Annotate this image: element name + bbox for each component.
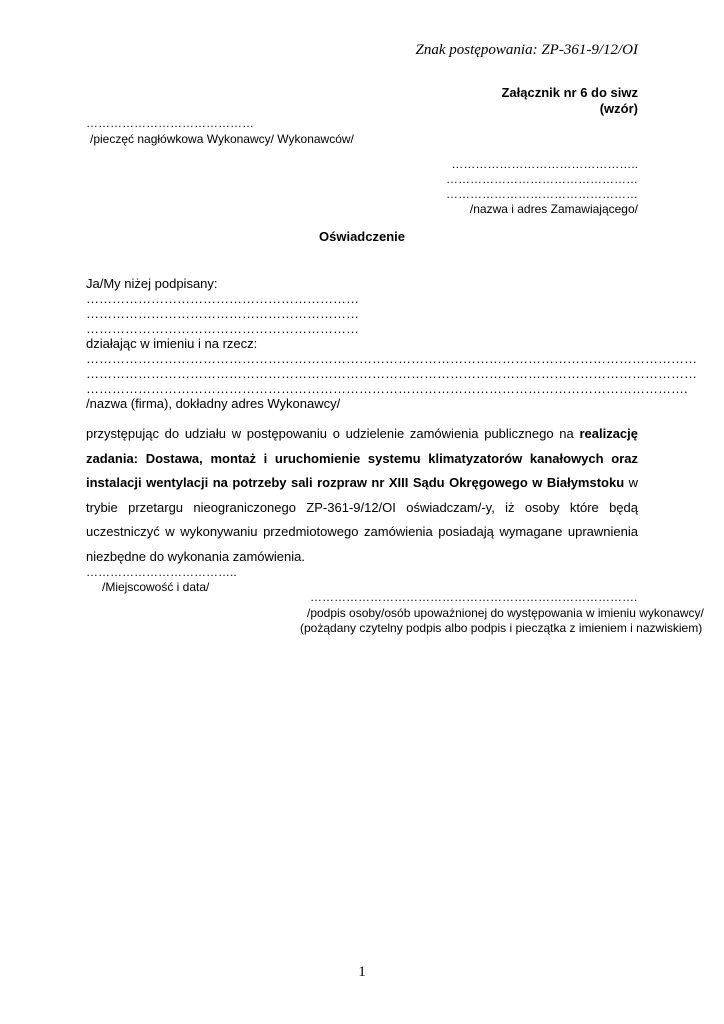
declaration-text-body: w trybie przetargu nieograniczonego ZP-361-9/12/OI oświadczam/-y, iż osoby które będą uczestniczyć w wykonywaniu przedmiotowego zamówienia posiadają wymagane uprawnienia niezbędne do wykonania zamówienia. (86, 475, 639, 564)
acting-line-1: …………………………………………………………………………………………………………………………… (86, 351, 697, 366)
signatory-line-3: ……………………………………………………… (86, 321, 359, 336)
recipient-line-2: ………………………………………… (446, 172, 638, 186)
stamp-dots: …………………………………… (86, 116, 254, 130)
acting-line-3: …………………………………………………………………………………………………………………………. (86, 381, 688, 396)
contractor-name-note: /nazwa (firma), dokładny adres Wykonawcy/ (86, 396, 341, 411)
signatory-line-2: ……………………………………………………… (86, 306, 359, 321)
signatories-label: Ja/My niżej podpisany: (86, 276, 218, 291)
recipient-line-1: ……………………………………….. (451, 157, 638, 171)
recipient-label: /nazwa i adres Zamawiającego/ (469, 202, 638, 216)
acting-label: działając w imieniu i na rzecz: (86, 336, 258, 351)
declaration-paragraph (86, 422, 638, 569)
case-number: Znak postępowania: ZP-361-9/12/OI (415, 42, 638, 58)
document-title: Oświadczenie (319, 229, 405, 244)
acting-line-2: …………………………………………………………………………………………………………………………… (86, 366, 697, 381)
stamp-label: /pieczęć nagłówkowa Wykonawcy/ Wykonawców/ (90, 132, 354, 146)
signature-note: (pożądany czytelny podpis albo podpis i pieczątka z imieniem i nazwiskiem) (300, 621, 703, 635)
place-date-label: /Miejscowość i data/ (102, 580, 210, 594)
signatory-line-1: ……………………………………………………… (86, 291, 359, 306)
place-date-dots: ……………………………….. (86, 565, 237, 579)
page-number: 1 (358, 964, 366, 980)
declaration-text-intro: przystępując do udziału w postępowaniu o udzielenie zamówienia publicznego na (86, 426, 580, 441)
annex-subtitle: (wzór) (599, 101, 638, 116)
annex-title: Załącznik nr 6 do siwz (501, 85, 638, 100)
signature-dots: ………………………………………………………………………. (310, 590, 638, 604)
recipient-line-3: ………………………………………… (446, 187, 638, 201)
signature-label: /podpis osoby/osób upoważnionej do występowania w imieniu wykonawcy/ (307, 606, 704, 620)
declaration-task-name: realizację zadania: Dostawa, montaż i uruchomienie systemu klimatyzatorów kanałowych oraz instalacji wentylacji na potrzeby sali rozpraw nr XIII Sądu Okręgowego w Białymstoku (86, 426, 638, 490)
